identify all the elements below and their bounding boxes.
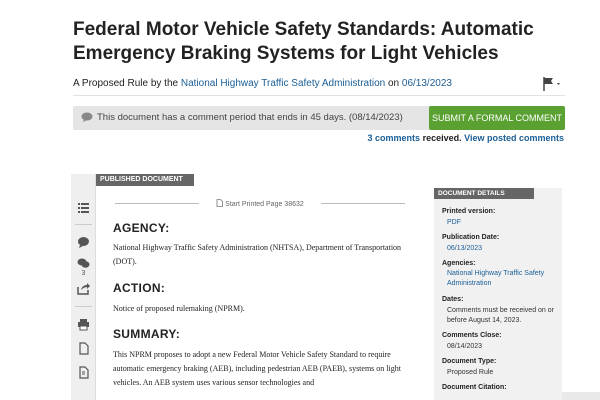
agency-detail-link[interactable]: National Highway Traffic Safety Administration — [447, 270, 545, 287]
page-title: Federal Motor Vehicle Safety Standards: Automatic Emergency Braking Systems for Light Vehicles — [73, 19, 534, 64]
agencies-label: Agencies: — [442, 260, 476, 267]
comments-close-label: Comments Close: — [442, 332, 502, 339]
page-icon — [216, 199, 223, 207]
summary-heading: SUMMARY: — [113, 327, 181, 341]
publication-date-label: Publication Date: — [442, 234, 500, 241]
pdf-link[interactable]: PDF — [447, 219, 461, 226]
agency-link[interactable]: National Highway Traffic Safety Administration — [180, 78, 386, 89]
action-heading: ACTION: — [113, 281, 166, 295]
comments-count-link[interactable]: 3 comments — [367, 133, 421, 143]
comments-close-value: 08/14/2023 — [447, 343, 483, 350]
comment-period-text: This document has a comment period that ends in 45 days. (08/14/2023) — [97, 112, 403, 123]
byline — [73, 72, 565, 96]
comments-summary — [368, 133, 564, 143]
dates-text: Comments must be received on or before August 14, 2023. — [447, 307, 554, 324]
action-text: Notice of proposed rulemaking (NPRM). — [113, 304, 245, 313]
published-document-tab: PUBLISHED DOCUMENT — [96, 174, 194, 186]
comment-count-badge: 3 — [81, 270, 86, 277]
agency-text: National Highway Traffic Safety Administration (NHTSA), Department of Transportation (DOT). — [113, 243, 402, 266]
comment-period-bar — [73, 106, 565, 130]
submit-comment-button[interactable]: SUBMIT A FORMAL COMMENT — [429, 106, 565, 130]
flag-icon[interactable] — [541, 76, 563, 92]
comment-icon[interactable] — [77, 236, 90, 249]
speech-bubble-icon — [81, 112, 93, 122]
comments-received-text: received. — [422, 133, 462, 143]
byline-prefix: A Proposed Rule by the — [73, 78, 179, 89]
document-citation-label: Document Citation: — [442, 384, 507, 391]
document-icon[interactable] — [77, 342, 90, 355]
rail-divider — [75, 306, 92, 307]
table-of-contents-icon[interactable] — [77, 201, 90, 214]
print-icon[interactable] — [77, 318, 90, 331]
share-icon[interactable] — [77, 282, 90, 295]
dates-label: Dates: — [442, 296, 464, 303]
start-printed-page-text: Start Printed Page 38632 — [225, 201, 304, 208]
document-type-value: Proposed Rule — [447, 369, 494, 376]
comment-period-message — [81, 106, 403, 130]
scroll-edge — [562, 392, 600, 400]
left-tool-rail — [71, 174, 96, 400]
rail-divider — [75, 224, 92, 225]
summary-text: This NPRM proposes to adopt a new Federal Motor Vehicle Safety Standard to require automatic emergency braking (AEB), including pedestrian AEB (PAEB), systems on light vehicles. An AEB system uses various sensor technologies and — [113, 350, 401, 387]
agency-heading: AGENCY: — [113, 221, 170, 235]
date-link[interactable]: 06/13/2023 — [401, 78, 452, 89]
document-details-panel — [434, 188, 562, 400]
publication-date-link[interactable]: 06/13/2023 — [447, 245, 483, 252]
byline-on: on — [388, 78, 400, 89]
start-printed-page — [115, 199, 405, 209]
view-posted-comments-link[interactable]: View posted comments — [464, 133, 564, 143]
printed-version-label: Printed version: — [442, 208, 496, 215]
document-details-heading: DOCUMENT DETAILS — [434, 188, 534, 199]
pdf-icon[interactable] — [77, 366, 90, 379]
document-type-label: Document Type: — [442, 358, 497, 365]
comments-icon[interactable] — [77, 257, 90, 270]
